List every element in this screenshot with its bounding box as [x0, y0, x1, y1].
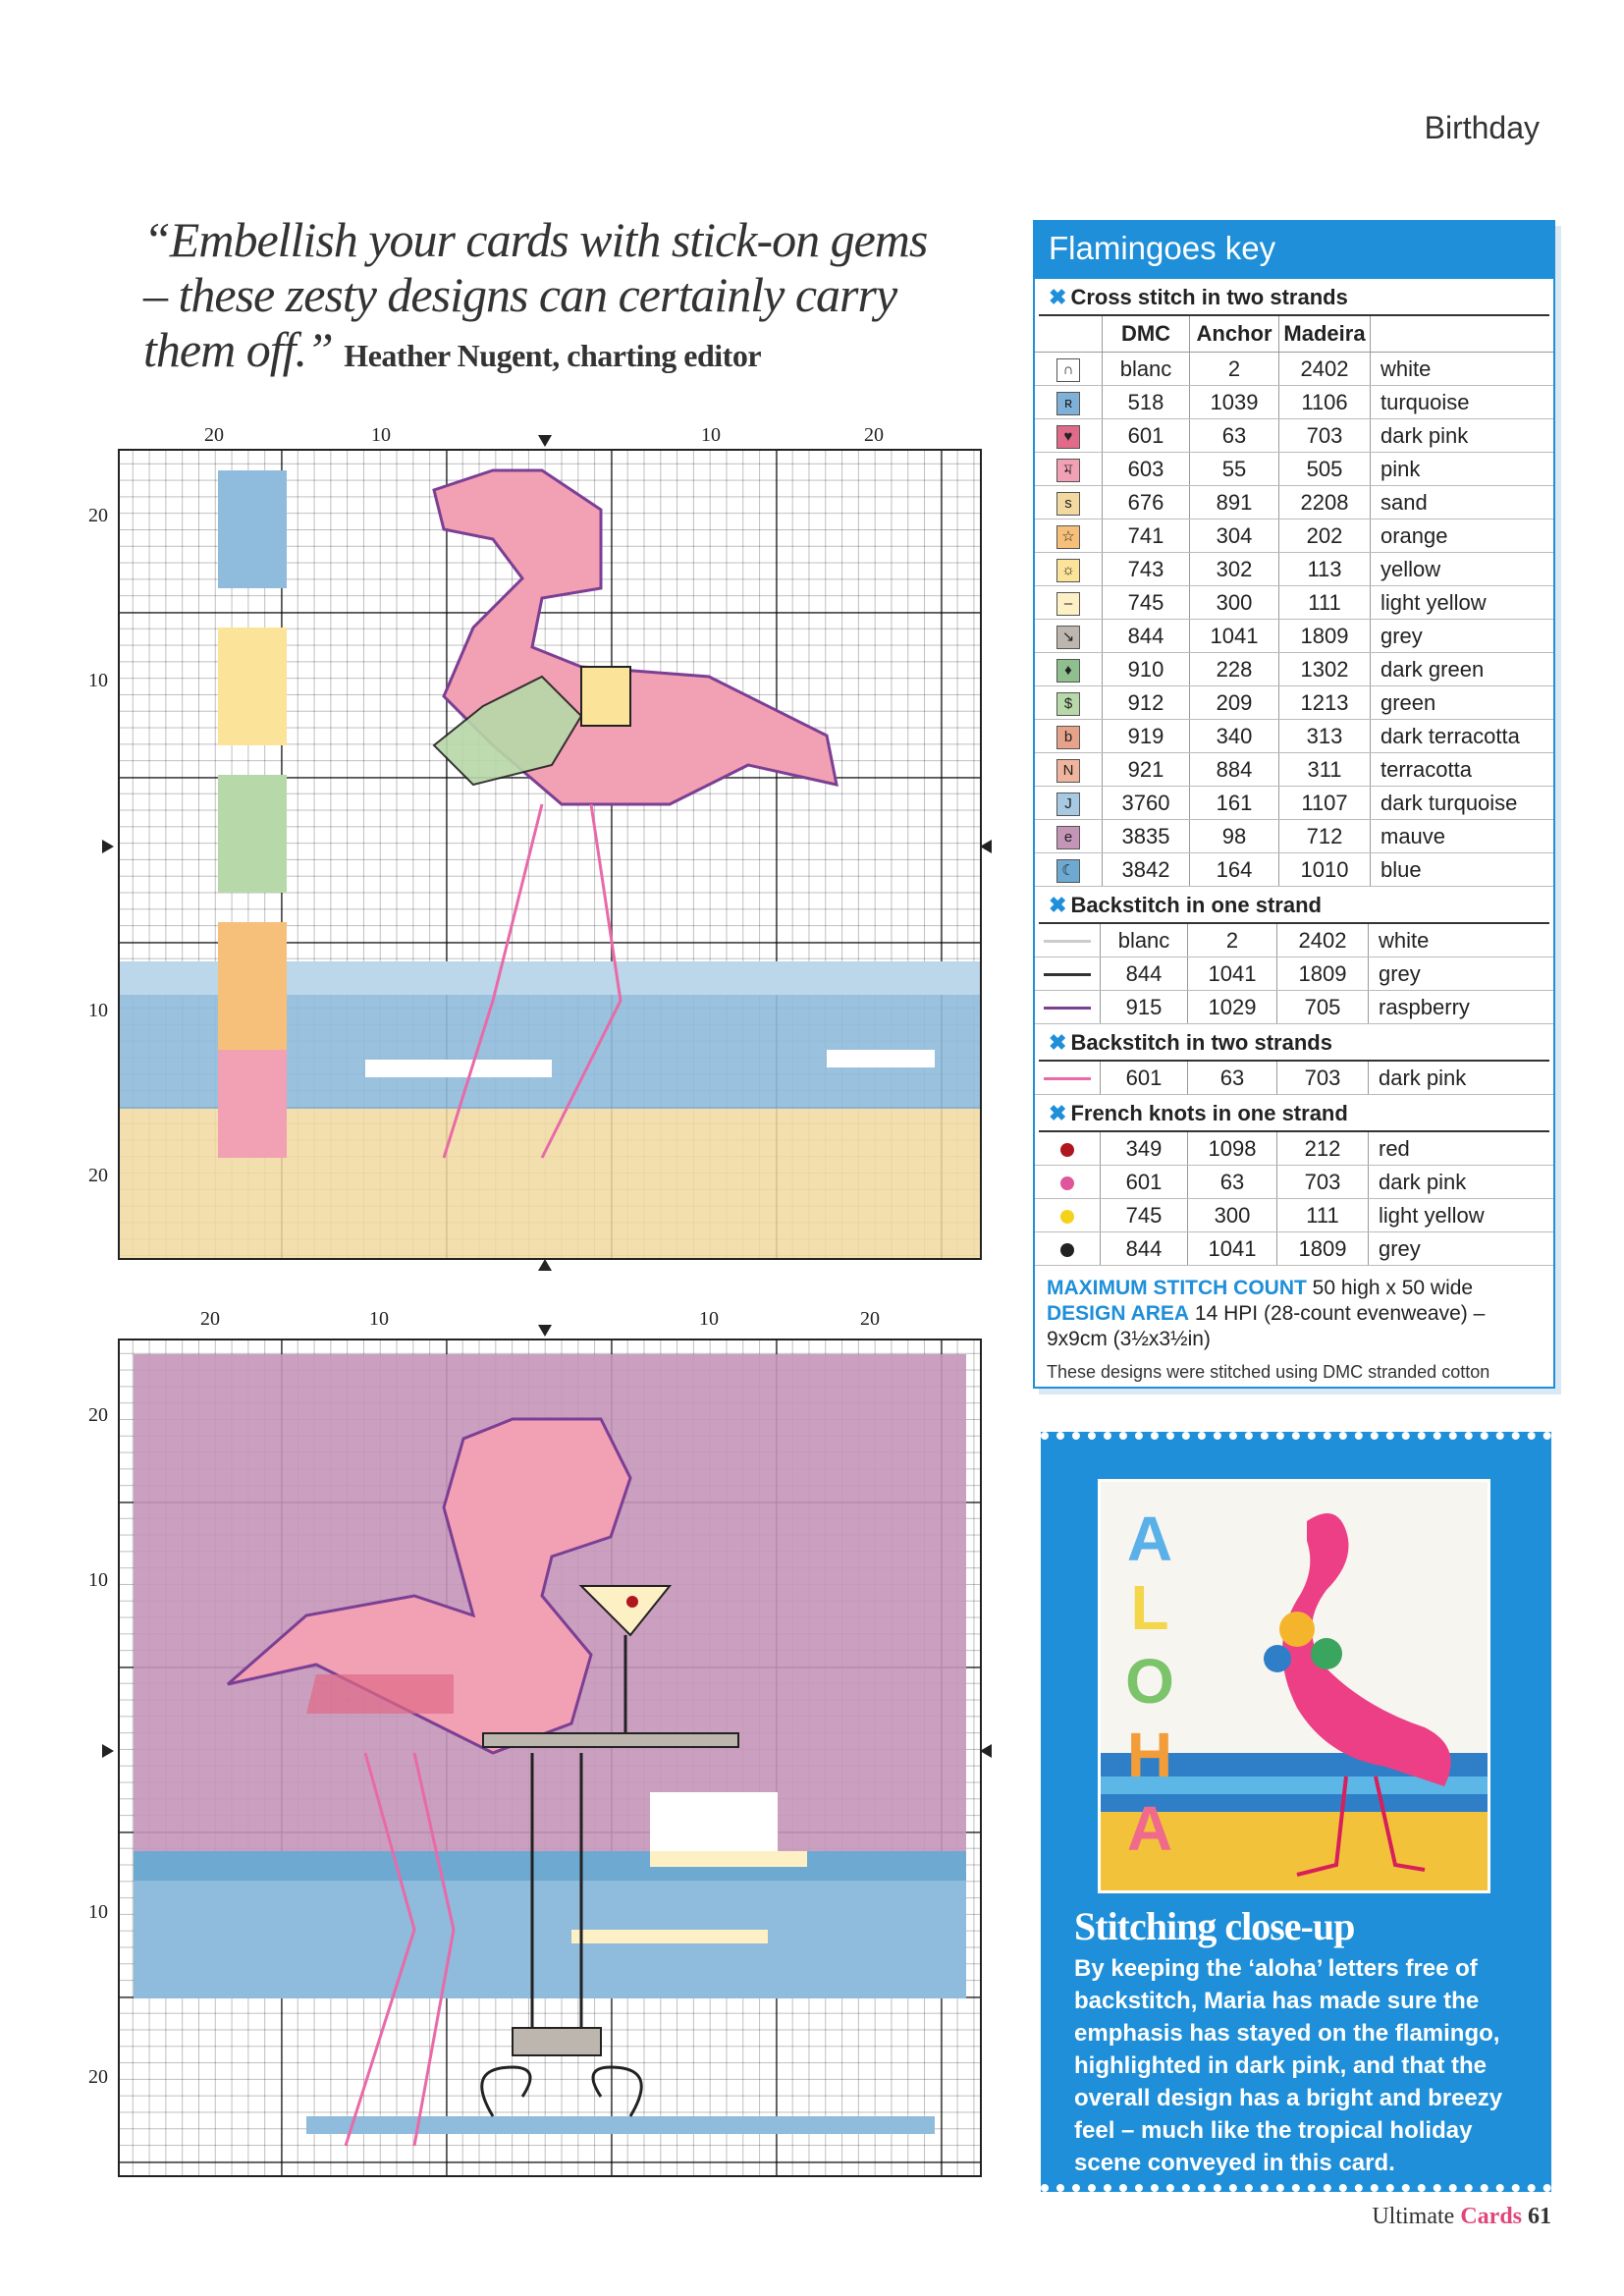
key-header-anchor: Anchor	[1190, 316, 1279, 353]
key-color-name: white	[1371, 353, 1554, 386]
key-anchor: 98	[1190, 820, 1279, 853]
key-swatch-cell	[1035, 1199, 1101, 1232]
swatch-symbol: ↘	[1056, 626, 1080, 649]
photo-letter: L	[1130, 1572, 1169, 1643]
key-color-name: raspberry	[1369, 991, 1554, 1024]
cross-icon: ✖	[1049, 1101, 1067, 1125]
pull-quote	[143, 212, 948, 383]
key-color-name: grey	[1369, 1232, 1554, 1266]
key-anchor: 63	[1190, 419, 1279, 453]
key-dmc: 3760	[1103, 787, 1190, 820]
key-dmc: 603	[1103, 453, 1190, 486]
backstitch-one-heading: Backstitch in one strand	[1070, 893, 1322, 917]
key-row	[1035, 353, 1553, 386]
key-color-name: dark terracotta	[1371, 720, 1554, 753]
chart-top-axis-label: 10	[699, 1308, 719, 1330]
key-madeira: 505	[1279, 453, 1371, 486]
chart-left-axis-label: 20	[88, 505, 108, 526]
swatch-symbol: $	[1056, 692, 1080, 716]
key-color-name: light yellow	[1369, 1199, 1554, 1232]
key-row	[1035, 991, 1553, 1024]
key-dmc: blanc	[1103, 353, 1190, 386]
key-swatch-cell	[1035, 519, 1103, 553]
key-madeira: 111	[1277, 1199, 1369, 1232]
backstitch-two-heading: Backstitch in two strands	[1070, 1030, 1332, 1055]
key-madeira: 712	[1279, 820, 1371, 853]
closeup-body: By keeping the ‘aloha’ letters free of backstitch, Maria has made sure the emphasis has stayed on the flamingo, highlighted in dark pink, and that the overall design has a bright and breezy feel – much like the tropical holiday scene conveyed in this card.	[1074, 1955, 1503, 2176]
key-anchor: 1029	[1188, 991, 1277, 1024]
key-swatch-cell	[1035, 991, 1101, 1024]
area-label: DESIGN AREA	[1047, 1302, 1190, 1325]
area-value: 14 HPI (28-count evenweave) – 9x9cm (3½x3½in)	[1047, 1302, 1486, 1350]
chart-top-axis-label: 20	[200, 1308, 220, 1330]
key-dmc: 910	[1103, 653, 1190, 686]
key-madeira: 113	[1279, 553, 1371, 586]
key-swatch-cell	[1035, 820, 1103, 853]
key-section-heading	[1039, 887, 1549, 924]
key-dmc: 743	[1103, 553, 1190, 586]
key-dmc: 601	[1103, 419, 1190, 453]
footer-magazine: Ultimate	[1372, 2204, 1455, 2229]
key-color-name: dark pink	[1369, 1166, 1554, 1199]
chart-top-axis-label: 10	[701, 424, 721, 446]
chart-top-axis-label: 20	[860, 1308, 880, 1330]
key-anchor: 2	[1190, 353, 1279, 386]
key-swatch-cell	[1035, 853, 1103, 887]
chart-left-axis-label: 20	[88, 1404, 108, 1426]
key-header-name	[1371, 316, 1554, 353]
key-madeira: 703	[1277, 1166, 1369, 1199]
french-knots-heading: French knots in one strand	[1070, 1101, 1348, 1125]
swatch-symbol: e	[1056, 826, 1080, 849]
key-row	[1035, 820, 1553, 853]
key-color-name: grey	[1371, 620, 1554, 653]
closeup-title: Stitching close-up	[1074, 1904, 1355, 1948]
key-dmc: 518	[1103, 386, 1190, 419]
page-footer	[1372, 2204, 1551, 2230]
key-anchor: 302	[1190, 553, 1279, 586]
key-dmc: 601	[1101, 1062, 1188, 1095]
key-row	[1035, 519, 1553, 553]
key-madeira: 2402	[1279, 353, 1371, 386]
swatch-symbol: ☆	[1056, 525, 1080, 549]
chart-artwork-cocktail	[120, 1340, 980, 2175]
key-dmc: 745	[1101, 1199, 1188, 1232]
swatch-symbol: ♥	[1056, 425, 1080, 449]
page-number: 61	[1528, 2204, 1551, 2229]
closeup-photo	[1098, 1479, 1490, 1893]
key-madeira: 1106	[1279, 386, 1371, 419]
key-anchor: 161	[1190, 787, 1279, 820]
key-color-name: mauve	[1371, 820, 1554, 853]
french-knot-dot	[1060, 1176, 1074, 1190]
design-area	[1047, 1301, 1542, 1352]
key-row	[1035, 486, 1553, 519]
key-section-heading	[1039, 1095, 1549, 1132]
swatch-symbol: s	[1056, 492, 1080, 516]
flamingoes-key	[1033, 220, 1555, 1389]
key-swatch-cell	[1035, 353, 1103, 386]
key-color-name: grey	[1369, 957, 1554, 991]
key-dmc: 3842	[1103, 853, 1190, 887]
key-swatch-cell	[1035, 653, 1103, 686]
key-color-name: green	[1371, 686, 1554, 720]
key-dmc: 745	[1103, 586, 1190, 620]
key-swatch-cell	[1035, 553, 1103, 586]
cross-stitch-heading: Cross stitch in two strands	[1070, 285, 1348, 309]
chart-left-axis-label: 20	[88, 1165, 108, 1186]
key-anchor: 55	[1190, 453, 1279, 486]
photo-letter: A	[1126, 1503, 1173, 1574]
key-anchor: 164	[1190, 853, 1279, 887]
key-footer	[1035, 1266, 1553, 1362]
key-anchor: 1098	[1188, 1132, 1277, 1166]
chart-left-axis-label: 10	[88, 1000, 108, 1021]
center-arrow-right	[980, 840, 992, 853]
key-row	[1035, 586, 1553, 620]
key-madeira: 705	[1277, 991, 1369, 1024]
key-row	[1035, 1166, 1553, 1199]
key-color-name: dark green	[1371, 653, 1554, 686]
key-anchor: 63	[1188, 1166, 1277, 1199]
key-color-name: light yellow	[1371, 586, 1554, 620]
key-row	[1035, 453, 1553, 486]
key-note: These designs were stitched using DMC stranded cotton	[1047, 1362, 1490, 1382]
key-dmc: 844	[1101, 957, 1188, 991]
key-madeira: 1809	[1277, 1232, 1369, 1266]
key-anchor: 300	[1188, 1199, 1277, 1232]
key-color-name: pink	[1371, 453, 1554, 486]
key-madeira: 212	[1277, 1132, 1369, 1166]
key-anchor: 1041	[1190, 620, 1279, 653]
key-dmc: 844	[1103, 620, 1190, 653]
key-color-name: red	[1369, 1132, 1554, 1166]
key-swatch-cell	[1035, 486, 1103, 519]
key-anchor: 884	[1190, 753, 1279, 787]
key-madeira: 1213	[1279, 686, 1371, 720]
key-row	[1035, 1232, 1553, 1266]
key-dmc: 676	[1103, 486, 1190, 519]
key-anchor: 63	[1188, 1062, 1277, 1095]
quote-text: “Embellish your cards with stick-on gems – these zesty designs can certainly carry them off.”	[143, 212, 928, 377]
key-madeira: 1809	[1279, 620, 1371, 653]
key-row	[1035, 1062, 1553, 1095]
backstitch-line-swatch	[1044, 1007, 1091, 1010]
chart-left-axis-label: 10	[88, 1901, 108, 1923]
cross-icon: ✖	[1049, 1030, 1067, 1055]
flamingo-chart-cocktail	[118, 1339, 982, 2177]
swatch-symbol: ☼	[1056, 559, 1080, 582]
key-header-blank	[1035, 316, 1103, 353]
key-anchor: 340	[1190, 720, 1279, 753]
key-dmc: 915	[1101, 991, 1188, 1024]
key-dmc: 3835	[1103, 820, 1190, 853]
key-swatch-cell	[1035, 1232, 1101, 1266]
key-row	[1035, 720, 1553, 753]
key-swatch-cell	[1035, 1166, 1101, 1199]
key-row	[1035, 386, 1553, 419]
chart-left-axis-label: 10	[88, 670, 108, 691]
key-swatch-cell	[1035, 720, 1103, 753]
key-header-dmc: DMC	[1103, 316, 1190, 353]
key-swatch-cell	[1035, 419, 1103, 453]
key-madeira: 2208	[1279, 486, 1371, 519]
photo-letter: A	[1126, 1793, 1173, 1864]
max-stitch-count	[1047, 1276, 1542, 1301]
center-arrow-left	[102, 1744, 114, 1758]
key-madeira: 1107	[1279, 787, 1371, 820]
key-dmc: 601	[1101, 1166, 1188, 1199]
key-anchor: 1039	[1190, 386, 1279, 419]
swatch-symbol: –	[1056, 592, 1080, 616]
key-anchor: 209	[1190, 686, 1279, 720]
key-dmc: blanc	[1101, 924, 1188, 957]
key-swatch-cell	[1035, 586, 1103, 620]
backstitch-line-swatch	[1044, 973, 1091, 976]
center-arrow-top	[538, 435, 552, 447]
key-anchor: 1041	[1188, 1232, 1277, 1266]
key-dmc: 919	[1103, 720, 1190, 753]
key-madeira: 311	[1279, 753, 1371, 787]
chart-top-axis-label: 10	[369, 1308, 389, 1330]
key-row	[1035, 653, 1553, 686]
center-arrow-left	[102, 840, 114, 853]
key-row	[1035, 1199, 1553, 1232]
key-dmc: 912	[1103, 686, 1190, 720]
key-row	[1035, 753, 1553, 787]
key-madeira: 2402	[1277, 924, 1369, 957]
key-color-name: dark pink	[1371, 419, 1554, 453]
center-arrow-bottom	[538, 1259, 552, 1271]
key-swatch-cell	[1035, 957, 1101, 991]
french-knot-dot	[1060, 1143, 1074, 1157]
key-color-name: orange	[1371, 519, 1554, 553]
key-dmc: 349	[1101, 1132, 1188, 1166]
key-section-heading	[1039, 279, 1549, 316]
key-color-name: turquoise	[1371, 386, 1554, 419]
swatch-symbol: b	[1056, 726, 1080, 749]
key-color-name: sand	[1371, 486, 1554, 519]
key-swatch-cell	[1035, 924, 1101, 957]
key-row	[1035, 957, 1553, 991]
chart-left-axis-label: 10	[88, 1569, 108, 1591]
key-color-name: dark pink	[1369, 1062, 1554, 1095]
key-table-backstitch-one	[1035, 924, 1553, 1024]
key-madeira: 703	[1279, 419, 1371, 453]
chart-left-axis-label: 20	[88, 2066, 108, 2088]
key-madeira: 703	[1277, 1062, 1369, 1095]
chart-top-axis-label: 20	[864, 424, 884, 446]
chart-artwork-aloha	[120, 451, 980, 1258]
key-color-name: yellow	[1371, 553, 1554, 586]
key-row	[1035, 1132, 1553, 1166]
key-madeira: 1010	[1279, 853, 1371, 887]
flamingo-chart-aloha	[118, 449, 982, 1260]
key-swatch-cell	[1035, 753, 1103, 787]
key-madeira: 202	[1279, 519, 1371, 553]
key-color-name: white	[1369, 924, 1554, 957]
key-row	[1035, 787, 1553, 820]
chart-top-axis-label: 20	[204, 424, 224, 446]
key-swatch-cell	[1035, 686, 1103, 720]
swatch-symbol: ম	[1056, 459, 1080, 482]
key-section-heading	[1039, 1024, 1549, 1062]
center-arrow-right	[980, 1744, 992, 1758]
center-arrow-top	[538, 1325, 552, 1337]
photo-letter: H	[1126, 1720, 1173, 1790]
key-row	[1035, 924, 1553, 957]
key-madeira: 111	[1279, 586, 1371, 620]
swatch-symbol: ʀ	[1056, 392, 1080, 415]
chart-top-axis-label: 10	[371, 424, 391, 446]
key-anchor: 300	[1190, 586, 1279, 620]
key-anchor: 304	[1190, 519, 1279, 553]
key-color-name: blue	[1371, 853, 1554, 887]
key-table-backstitch-two	[1035, 1062, 1553, 1095]
key-swatch-cell	[1035, 620, 1103, 653]
french-knot-dot	[1060, 1210, 1074, 1224]
key-madeira: 313	[1279, 720, 1371, 753]
key-header-madeira: Madeira	[1279, 316, 1371, 353]
key-table-french-knots	[1035, 1132, 1553, 1266]
key-row	[1035, 620, 1553, 653]
key-swatch-cell	[1035, 1062, 1101, 1095]
key-color-name: terracotta	[1371, 753, 1554, 787]
swatch-symbol: J	[1056, 793, 1080, 816]
key-color-name: dark turquoise	[1371, 787, 1554, 820]
key-swatch-cell	[1035, 1132, 1101, 1166]
cross-icon: ✖	[1049, 893, 1067, 917]
key-row	[1035, 686, 1553, 720]
closeup-photo-art	[1101, 1482, 1488, 1890]
key-anchor: 1041	[1188, 957, 1277, 991]
swatch-symbol: ∩	[1056, 358, 1080, 382]
cross-icon: ✖	[1049, 285, 1067, 309]
key-header-row	[1035, 316, 1553, 353]
swatch-symbol: N	[1056, 759, 1080, 783]
key-row	[1035, 419, 1553, 453]
footer-magazine-cards: Cards	[1460, 2204, 1522, 2229]
key-anchor: 2	[1188, 924, 1277, 957]
key-title: Flamingoes key	[1035, 222, 1553, 279]
key-madeira: 1809	[1277, 957, 1369, 991]
key-anchor: 228	[1190, 653, 1279, 686]
quote-attribution: Heather Nugent, charting editor	[344, 338, 762, 373]
key-table-cross-stitch	[1035, 316, 1553, 887]
key-swatch-cell	[1035, 787, 1103, 820]
stitching-closeup-panel	[1041, 1432, 1551, 2192]
key-row	[1035, 853, 1553, 887]
key-dmc: 921	[1103, 753, 1190, 787]
backstitch-line-swatch	[1044, 940, 1091, 943]
key-dmc: 844	[1101, 1232, 1188, 1266]
key-row	[1035, 553, 1553, 586]
key-swatch-cell	[1035, 386, 1103, 419]
section-label: Birthday	[1424, 110, 1540, 145]
key-dmc: 741	[1103, 519, 1190, 553]
key-swatch-cell	[1035, 453, 1103, 486]
max-value: 50 high x 50 wide	[1312, 1277, 1474, 1299]
swatch-symbol: ♦	[1056, 659, 1080, 683]
key-anchor: 891	[1190, 486, 1279, 519]
backstitch-line-swatch	[1044, 1077, 1091, 1080]
swatch-symbol: ☾	[1056, 859, 1080, 883]
photo-letter: O	[1125, 1646, 1174, 1717]
max-label: MAXIMUM STITCH COUNT	[1047, 1277, 1307, 1299]
french-knot-dot	[1060, 1243, 1074, 1257]
key-madeira: 1302	[1279, 653, 1371, 686]
